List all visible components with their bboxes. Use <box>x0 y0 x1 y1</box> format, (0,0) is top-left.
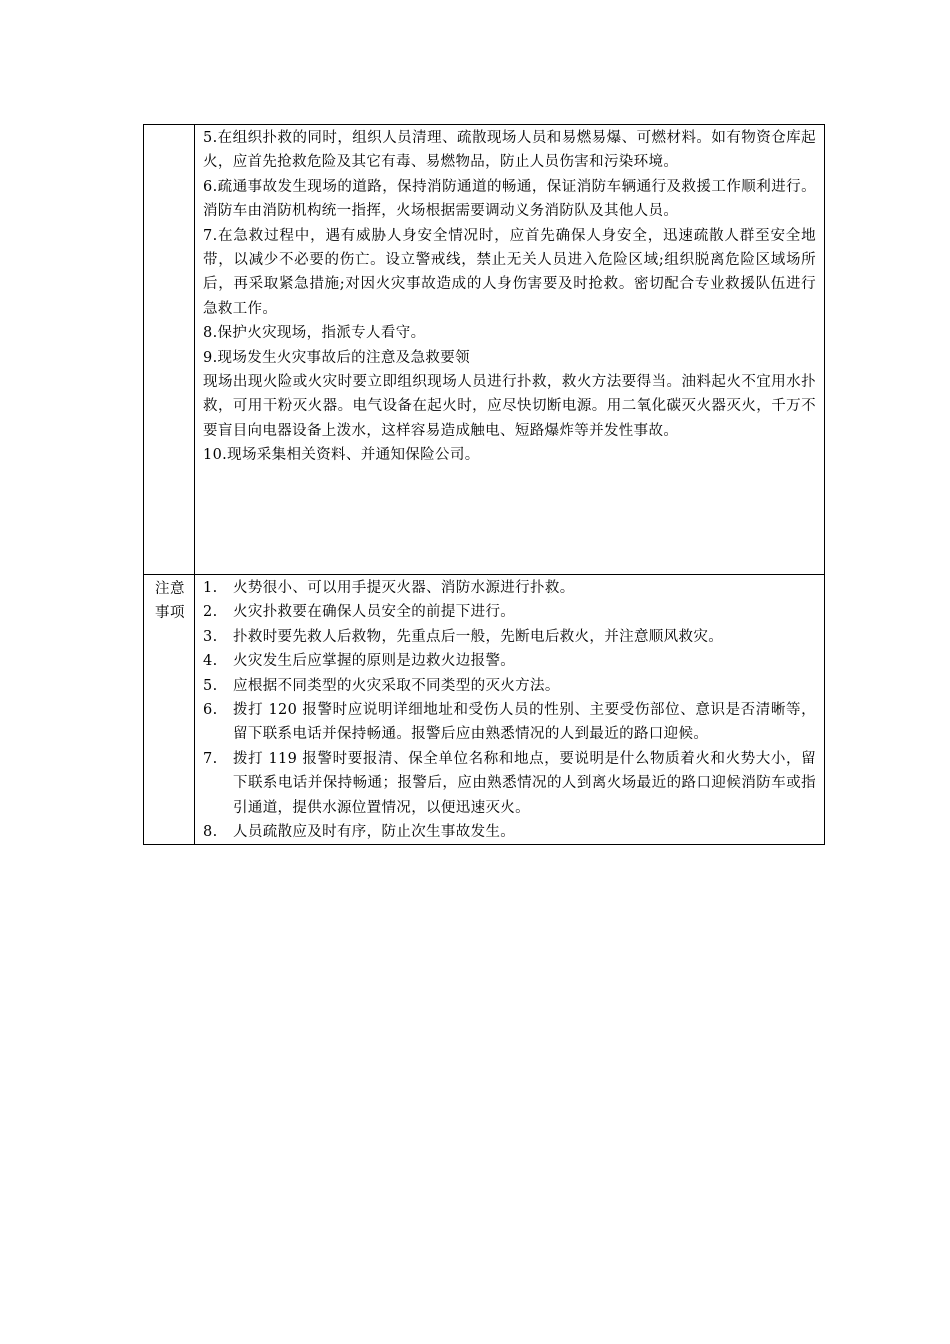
step-6-paragraph: 6.疏通事故发生现场的道路，保持消防通道的畅通，保证消防车辆通行及救援工作顺利进行。消防车由消防机构统一指挥，火场根据需要调动义务消防队及其他人员。 <box>203 178 816 220</box>
list-item-text: 火灾扑救要在确保人员安全的前提下进行。 <box>233 604 516 621</box>
list-item-text: 火势很小、可以用手提灭火器、消防水源进行扑救。 <box>233 580 575 596</box>
list-item-number: 8. <box>203 824 218 841</box>
list-item <box>203 674 816 698</box>
row-label-empty <box>144 125 195 575</box>
list-item-text: 拨打 119 报警时要报清、保全单位名称和地点，要说明是什么物质着火和火势大小，留下联系电话并保持畅通；报警后，应由熟悉情况的人到离火场最近的路口迎候消防车或指引通道，提供水源位置情况，以便迅速灭火。 <box>233 750 816 816</box>
list-item-text: 拨打 120 报警时应说明详细地址和受伤人员的性别、主要受伤部位、意识是否清晰等，留下联系电话并保持畅通。报警后应由熟悉情况的人到最近的路口迎候。 <box>233 702 816 743</box>
list-item <box>203 576 816 600</box>
precautions-label <box>144 575 195 845</box>
list-item-number: 3. <box>203 628 218 645</box>
list-item-number: 5. <box>203 677 218 694</box>
precautions-list <box>203 576 816 844</box>
table-row-emergency-steps <box>144 125 825 575</box>
list-item-text: 扑救时要先救人后救物，先重点后一般，先断电后救火，并注意顺风救灾。 <box>233 628 724 645</box>
precautions-cell <box>195 575 825 845</box>
step-10-paragraph: 10.现场采集相关资料、并通知保险公司。 <box>203 447 480 464</box>
step-9-heading: 9.现场发生火灾事故后的注意及急救要领 <box>203 349 470 366</box>
step-9-body: 现场出现火险或火灾时要立即组织现场人员进行扑救，救火方法要得当。油料起火不宜用水扑救，可用干粉灭火器。电气设备在起火时，应尽快切断电源。用二氧化碳灭火器灭火，千万不要盲目向电器设备上泼水，这样容易造成触电、短路爆炸等并发性事故。 <box>203 374 816 439</box>
list-item-text: 人员疏散应及时有序，防止次生事故发生。 <box>233 824 516 841</box>
list-item-number: 2. <box>203 604 218 621</box>
step-5-paragraph: 5.在组织扑救的同时，组织人员清理、疏散现场人员和易燃易爆、可燃材料。如有物资仓库起火，应首先抢救危险及其它有毒、易燃物品，防止人员伤害和污染环境。 <box>203 130 816 171</box>
list-item-number: 7. <box>203 750 218 767</box>
precautions-label-line2: 事项 <box>155 605 185 621</box>
step-7-paragraph: 7.在急救过程中，遇有威胁人身安全情况时，应首先确保人身安全，迅速疏散人群至安全地带，以减少不必要的伤亡。设立警戒线，禁止无关人员进入危险区域;组织脱离危险区域场所后，再采取紧急措施;对因火灾事故造成的人身伤害要及时抢救。密切配合专业救援队伍进行急救工作。 <box>203 227 816 317</box>
list-item <box>203 698 816 747</box>
list-item-number: 4. <box>203 653 218 670</box>
list-item <box>203 600 816 624</box>
procedure-table <box>143 124 825 845</box>
list-item <box>203 747 816 820</box>
step-8-paragraph: 8.保护火灾现场，指派专人看守。 <box>203 325 426 342</box>
list-item-text: 火灾发生后应掌握的原则是边救火边报警。 <box>233 653 516 670</box>
list-item-number: 6. <box>203 702 218 719</box>
list-item-number: 1. <box>203 580 218 596</box>
list-item <box>203 820 816 844</box>
table-row-precautions <box>144 575 825 845</box>
list-item <box>203 625 816 649</box>
precautions-label-line1: 注意 <box>155 581 185 597</box>
list-item-text: 应根据不同类型的火灾采取不同类型的灭火方法。 <box>233 677 560 694</box>
list-item <box>203 649 816 673</box>
emergency-steps-cell <box>195 125 825 575</box>
